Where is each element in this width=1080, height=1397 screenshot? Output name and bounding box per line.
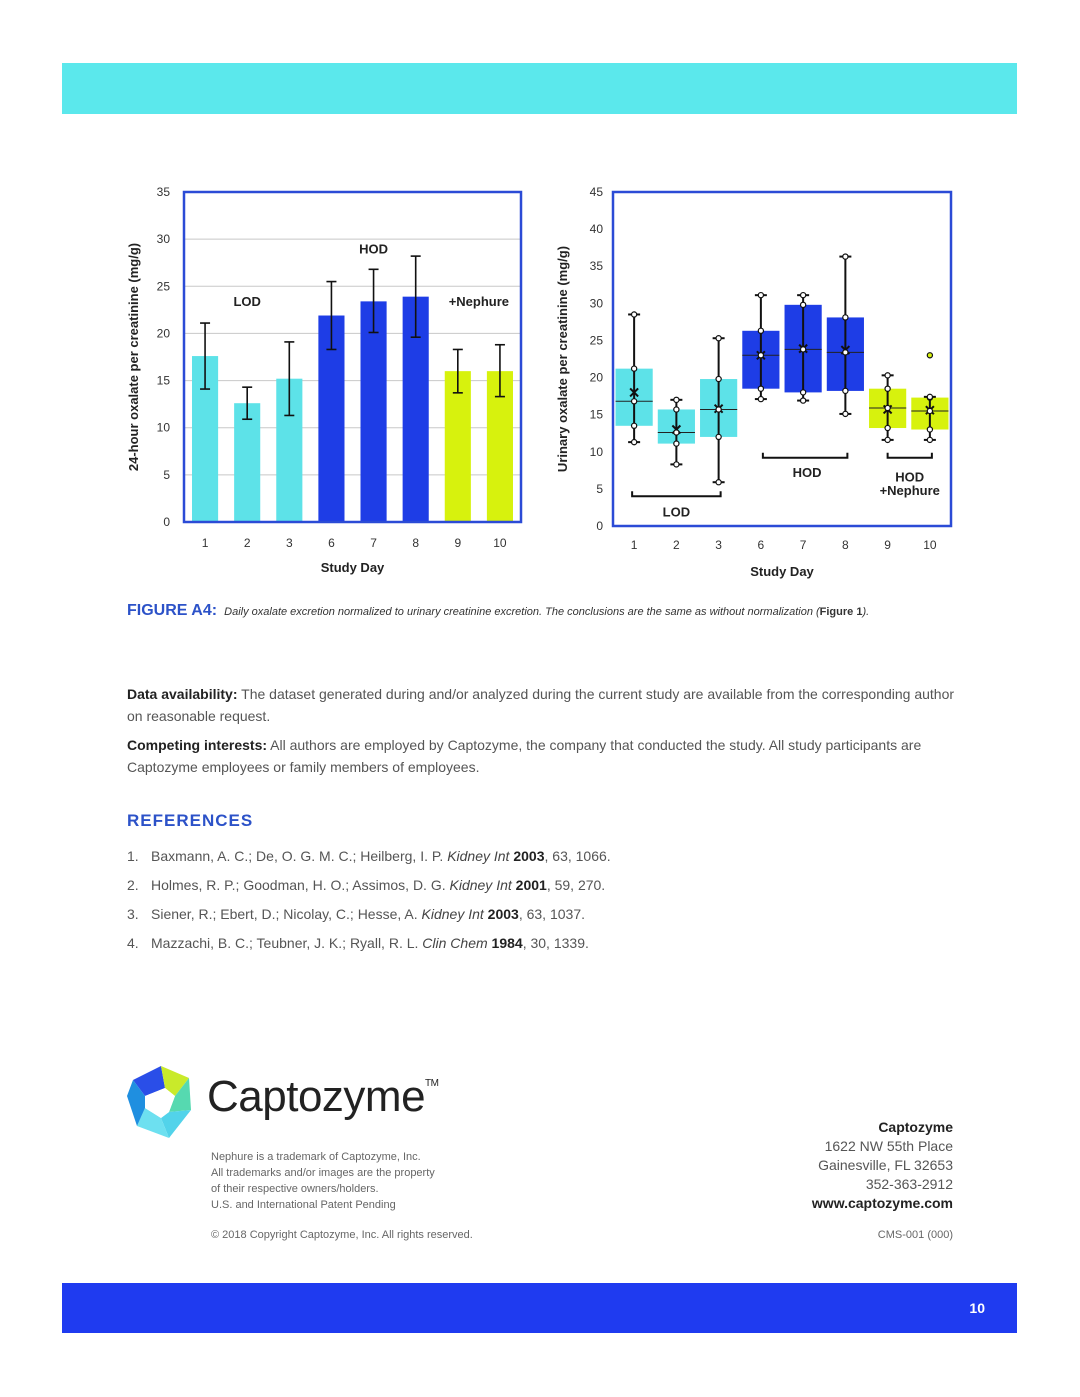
data-point bbox=[674, 462, 679, 467]
y-tick-label: 25 bbox=[156, 279, 170, 294]
y-tick-label: 5 bbox=[596, 481, 603, 496]
data-point bbox=[632, 440, 637, 445]
figure-label: FIGURE A4: bbox=[127, 602, 218, 619]
data-point bbox=[927, 427, 932, 432]
data-point bbox=[885, 373, 890, 378]
group-label-hod-nephure-1: HOD bbox=[895, 469, 925, 485]
data-point bbox=[885, 437, 890, 442]
bar bbox=[445, 371, 471, 522]
x-tick-label: 9 bbox=[454, 536, 462, 550]
group-label-lod: LOD bbox=[662, 504, 691, 520]
bar-chart-oxalate bbox=[120, 180, 540, 580]
x-tick-label: 8 bbox=[842, 538, 849, 552]
data-point bbox=[927, 408, 932, 413]
reference-item: 1. Baxmann, A. C.; De, O. G. M. C.; Heilberg, I. P. Kidney Int 2003, 63, 1066. bbox=[127, 848, 611, 864]
data-availability-text: The dataset generated during and/or analyzed during the current study are available from the corresponding author on reasonable request. bbox=[127, 686, 955, 724]
data-point bbox=[632, 312, 637, 317]
data-point bbox=[716, 434, 721, 439]
data-point bbox=[801, 398, 806, 403]
competing-interests bbox=[127, 734, 957, 778]
data-availability-label: Data availability: bbox=[127, 686, 238, 702]
y-tick-label: 15 bbox=[156, 373, 170, 388]
x-tick-label: 9 bbox=[884, 538, 891, 552]
header-band bbox=[62, 63, 1017, 114]
data-point bbox=[927, 437, 932, 442]
data-point bbox=[716, 376, 721, 381]
data-point bbox=[885, 425, 890, 430]
caption-text: Daily oxalate excretion normalized to urinary creatinine excretion. The conclusions are the same as without normalization ( bbox=[224, 606, 820, 618]
footer-band bbox=[62, 1283, 1017, 1333]
document-id: CMS-001 (000) bbox=[877, 1229, 953, 1241]
y-tick-label: 10 bbox=[156, 420, 170, 435]
data-availability bbox=[127, 683, 957, 727]
data-point bbox=[632, 366, 637, 371]
bracket-lod bbox=[632, 491, 721, 496]
x-tick-label: 3 bbox=[715, 538, 722, 552]
references-list bbox=[127, 848, 611, 964]
caption-figure-ref: Figure 1 bbox=[819, 606, 863, 618]
y-axis-title: 24-hour oxalate per creatinine (mg/g) bbox=[126, 242, 141, 472]
reference-item: 2. Holmes, R. P.; Goodman, H. O.; Assimos, D. G. Kidney Int 2001, 59, 270. bbox=[127, 877, 606, 893]
data-point bbox=[843, 411, 848, 416]
x-tick-label: 2 bbox=[243, 536, 251, 550]
reference-item: 4. Mazzachi, B. C.; Teubner, J. K.; Ryall, R. L. Clin Chem 1984, 30, 1339. bbox=[127, 935, 589, 951]
y-tick-label: 35 bbox=[589, 259, 603, 274]
data-point bbox=[801, 390, 806, 395]
y-tick-label: 30 bbox=[589, 296, 603, 311]
group-label-hod: HOD bbox=[359, 241, 389, 257]
data-point bbox=[758, 293, 763, 298]
trademark-symbol: TM bbox=[425, 1078, 439, 1089]
page-number: 10 bbox=[969, 1300, 985, 1316]
y-tick-label: 40 bbox=[589, 222, 603, 237]
data-point bbox=[674, 397, 679, 402]
group-label-hod: HOD bbox=[792, 465, 822, 481]
y-tick-label: 30 bbox=[156, 232, 170, 247]
data-point bbox=[801, 302, 806, 307]
data-point bbox=[885, 386, 890, 391]
y-axis-title: Urinary oxalate per creatinine (mg/g) bbox=[555, 245, 570, 473]
x-tick-label: 6 bbox=[757, 538, 765, 552]
group-label-nephure: +Nephure bbox=[448, 294, 510, 310]
brand-wordmark: Captozyme™ bbox=[207, 1072, 439, 1121]
x-tick-label: 1 bbox=[630, 538, 638, 552]
caption-end: ). bbox=[862, 606, 870, 618]
captozyme-logo-icon bbox=[125, 1062, 195, 1142]
copyright: © 2018 Copyright Captozyme, Inc. All rights reserved. bbox=[211, 1229, 473, 1241]
y-tick-label: 5 bbox=[163, 467, 170, 482]
y-tick-label: 20 bbox=[589, 370, 603, 385]
competing-interests-label: Competing interests: bbox=[127, 737, 268, 753]
bracket-hod bbox=[763, 453, 848, 458]
data-point bbox=[758, 328, 763, 333]
data-point bbox=[843, 388, 848, 393]
x-axis-title: Study Day bbox=[320, 560, 385, 575]
y-tick-label: 45 bbox=[589, 185, 603, 199]
x-tick-label: 2 bbox=[673, 538, 680, 552]
company-name: Captozyme bbox=[878, 1119, 953, 1135]
contact-block bbox=[812, 1118, 953, 1213]
x-axis-title: Study Day bbox=[750, 564, 814, 579]
box-plot-urinary-oxalate bbox=[550, 180, 970, 580]
reference-item: 3. Siener, R.; Ebert, D.; Nicolay, C.; Hesse, A. Kidney Int 2003, 63, 1037. bbox=[127, 906, 585, 922]
outlier-point bbox=[927, 353, 932, 358]
y-tick-label: 20 bbox=[156, 326, 170, 341]
data-point bbox=[801, 347, 806, 352]
x-tick-label: 7 bbox=[370, 536, 377, 550]
competing-interests-text: All authors are employed by Captozyme, the company that conducted the study. All study participants are Captozyme employees or family members of employees. bbox=[127, 737, 922, 775]
x-tick-label: 7 bbox=[799, 538, 807, 552]
data-point bbox=[885, 405, 890, 410]
data-point bbox=[716, 336, 721, 341]
y-tick-label: 0 bbox=[163, 515, 170, 529]
data-point bbox=[758, 396, 763, 401]
data-point bbox=[674, 430, 679, 435]
x-tick-label: 10 bbox=[493, 536, 507, 550]
data-point bbox=[716, 480, 721, 485]
data-point bbox=[674, 441, 679, 446]
y-tick-label: 35 bbox=[156, 185, 170, 199]
data-point bbox=[758, 386, 763, 391]
bar bbox=[234, 403, 260, 522]
data-point bbox=[843, 350, 848, 355]
y-tick-label: 0 bbox=[596, 519, 603, 533]
x-tick-label: 6 bbox=[328, 536, 335, 550]
x-tick-label: 1 bbox=[201, 536, 209, 550]
data-point bbox=[758, 353, 763, 358]
x-tick-label: 3 bbox=[285, 536, 293, 550]
data-point bbox=[632, 423, 637, 428]
group-label-hod-nephure-2: +Nephure bbox=[879, 482, 940, 498]
figure-caption bbox=[127, 602, 977, 620]
y-tick-label: 10 bbox=[589, 444, 603, 459]
website-link[interactable]: www.captozyme.com bbox=[811, 1195, 953, 1211]
phone: 352-363-2912 bbox=[865, 1176, 953, 1192]
data-point bbox=[716, 407, 721, 412]
address-line-1: 1622 NW 55th Place bbox=[824, 1138, 953, 1154]
x-tick-label: 8 bbox=[412, 536, 420, 550]
data-point bbox=[843, 254, 848, 259]
legal-notice: Nephure is a trademark of Captozyme, Inc. All trademarks and/or images are the property of their respective owners/holders. U.S. and International Patent Pending bbox=[211, 1151, 435, 1211]
x-tick-label: 10 bbox=[923, 538, 937, 552]
y-tick-label: 25 bbox=[589, 333, 603, 348]
bracket-hod-nephure bbox=[888, 453, 932, 458]
data-point bbox=[801, 293, 806, 298]
references-title: REFERENCES bbox=[127, 811, 254, 830]
group-label-lod: LOD bbox=[233, 294, 261, 310]
bar bbox=[361, 301, 387, 522]
data-point bbox=[632, 399, 637, 404]
y-tick-label: 15 bbox=[589, 407, 603, 422]
data-point bbox=[843, 315, 848, 320]
data-point bbox=[927, 394, 932, 399]
data-point bbox=[674, 407, 679, 412]
address-line-2: Gainesville, FL 32653 bbox=[818, 1157, 953, 1173]
